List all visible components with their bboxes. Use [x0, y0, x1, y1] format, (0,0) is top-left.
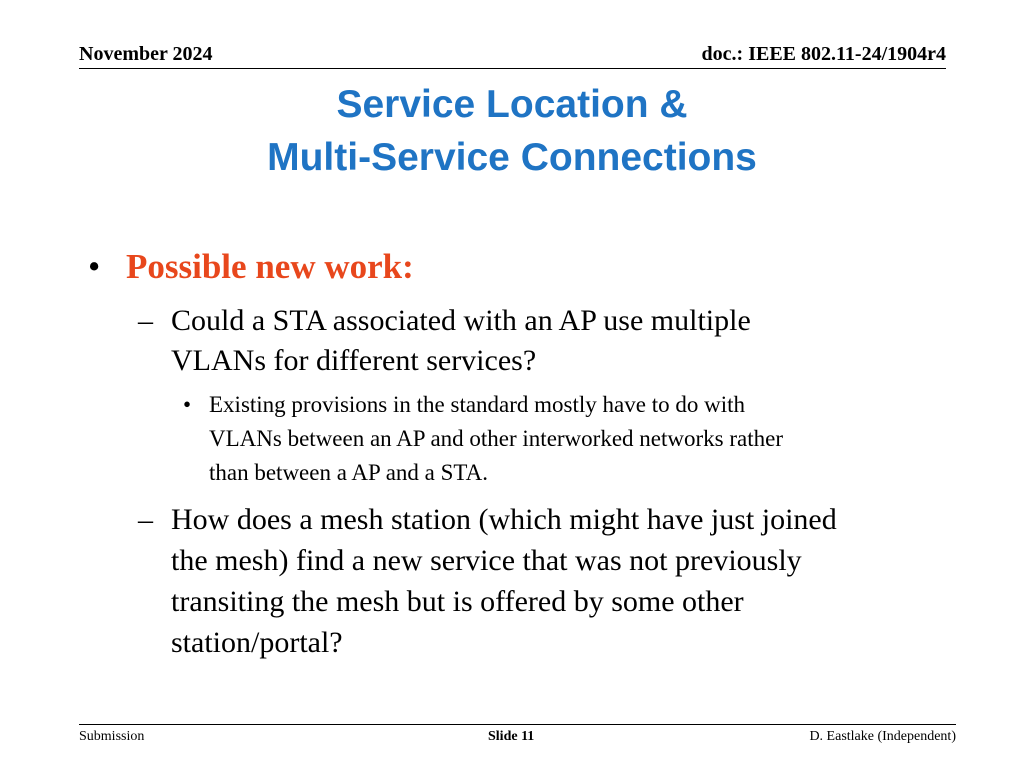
list-item-line: transiting the mesh but is offered by some other	[171, 585, 744, 618]
list-item-line: VLANs for different services?	[171, 344, 537, 377]
dash-icon: –	[138, 503, 153, 536]
small-bullet-icon: •	[183, 392, 192, 417]
footer-submission: Submission	[79, 729, 145, 744]
list-item-line: station/portal?	[171, 626, 343, 659]
sub-list-item-line: Existing provisions in the standard mostly have to do with	[209, 392, 745, 417]
slide-title-line-2: Multi-Service Connections	[267, 136, 757, 179]
sub-list-item-line: than between a AP and a STA.	[209, 460, 488, 485]
list-item-line: Could a STA associated with an AP use multiple	[171, 304, 751, 337]
list-item-line: How does a mesh station (which might have just joined	[171, 503, 837, 536]
bullet-heading	[88, 244, 414, 290]
slide-title-line-1: Service Location &	[336, 83, 688, 126]
header-divider	[79, 68, 946, 69]
footer-author: D. Eastlake (Independent)	[809, 729, 956, 744]
bullet-heading-text: Possible new work:	[126, 247, 414, 286]
list-item-line: the mesh) find a new service that was not previously	[171, 544, 802, 577]
sub-list-item-line: VLANs between an AP and other interworked networks rather	[209, 426, 783, 451]
header-date: November 2024	[79, 43, 213, 65]
bullet-dot-icon: •	[88, 247, 101, 286]
slide-title	[0, 78, 1024, 184]
header-doc-id: doc.: IEEE 802.11-24/1904r4	[701, 43, 946, 65]
footer-divider	[79, 724, 956, 725]
dash-icon: –	[138, 304, 153, 337]
footer-slide-number: Slide 11	[488, 729, 535, 744]
